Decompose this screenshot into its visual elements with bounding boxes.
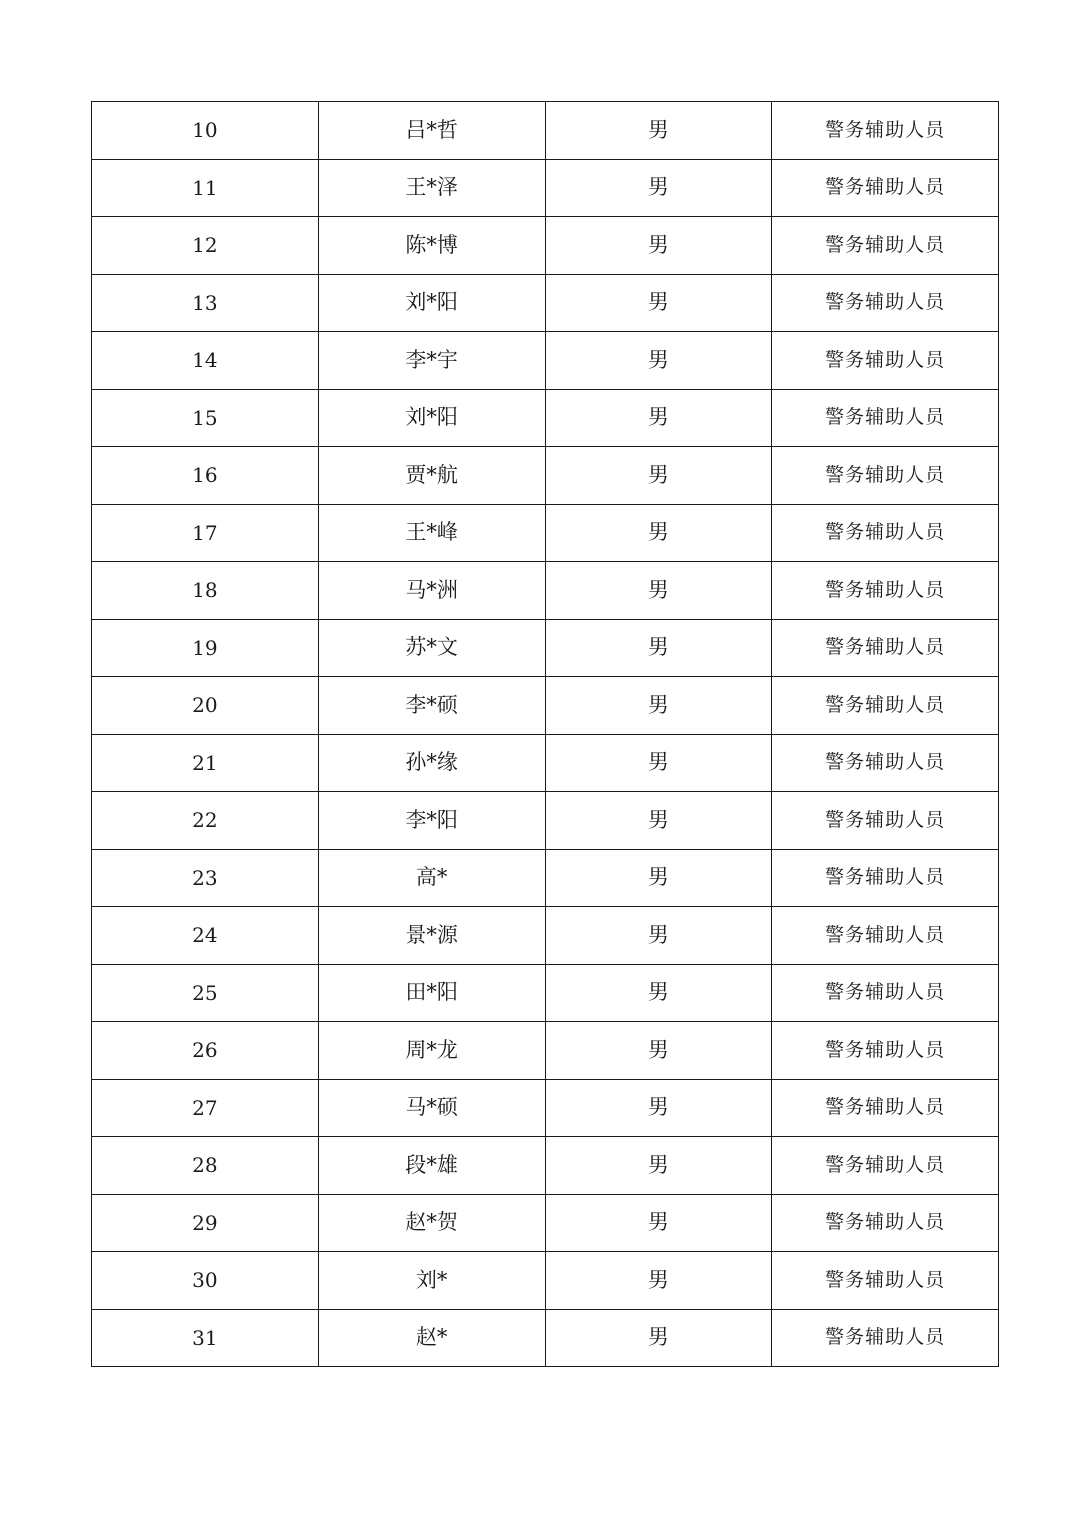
person-name-cell: 马*硕 xyxy=(318,1079,545,1137)
person-name-cell: 吕*哲 xyxy=(318,102,545,160)
person-name-cell: 赵*贺 xyxy=(318,1194,545,1252)
table-row xyxy=(92,504,999,562)
gender-cell: 男 xyxy=(545,907,772,965)
person-name-cell: 刘*阳 xyxy=(318,389,545,447)
row-number-cell: 11 xyxy=(92,159,319,217)
table-row xyxy=(92,677,999,735)
table-row xyxy=(92,849,999,907)
role-cell: 警务辅助人员 xyxy=(772,734,999,792)
roster-table-body xyxy=(92,102,999,1367)
row-number-cell: 25 xyxy=(92,964,319,1022)
gender-cell: 男 xyxy=(545,504,772,562)
row-number-cell: 15 xyxy=(92,389,319,447)
role-cell: 警务辅助人员 xyxy=(772,619,999,677)
gender-cell: 男 xyxy=(545,332,772,390)
row-number-cell: 16 xyxy=(92,447,319,505)
table-row xyxy=(92,792,999,850)
table-row xyxy=(92,1137,999,1195)
person-name-cell: 陈*博 xyxy=(318,217,545,275)
table-row xyxy=(92,159,999,217)
role-cell: 警务辅助人员 xyxy=(772,562,999,620)
person-name-cell: 孙*缘 xyxy=(318,734,545,792)
row-number-cell: 18 xyxy=(92,562,319,620)
role-cell: 警务辅助人员 xyxy=(772,1194,999,1252)
table-row xyxy=(92,1309,999,1367)
row-number-cell: 23 xyxy=(92,849,319,907)
person-name-cell: 贾*航 xyxy=(318,447,545,505)
row-number-cell: 14 xyxy=(92,332,319,390)
gender-cell: 男 xyxy=(545,1252,772,1310)
role-cell: 警务辅助人员 xyxy=(772,677,999,735)
row-number-cell: 24 xyxy=(92,907,319,965)
row-number-cell: 21 xyxy=(92,734,319,792)
person-name-cell: 李*宇 xyxy=(318,332,545,390)
row-number-cell: 29 xyxy=(92,1194,319,1252)
role-cell: 警务辅助人员 xyxy=(772,1309,999,1367)
row-number-cell: 19 xyxy=(92,619,319,677)
person-name-cell: 王*泽 xyxy=(318,159,545,217)
person-name-cell: 王*峰 xyxy=(318,504,545,562)
role-cell: 警务辅助人员 xyxy=(772,1252,999,1310)
table-row xyxy=(92,274,999,332)
row-number-cell: 17 xyxy=(92,504,319,562)
person-name-cell: 李*阳 xyxy=(318,792,545,850)
table-row xyxy=(92,562,999,620)
role-cell: 警务辅助人员 xyxy=(772,1137,999,1195)
role-cell: 警务辅助人员 xyxy=(772,332,999,390)
gender-cell: 男 xyxy=(545,677,772,735)
row-number-cell: 31 xyxy=(92,1309,319,1367)
person-name-cell: 李*硕 xyxy=(318,677,545,735)
table-row xyxy=(92,1194,999,1252)
role-cell: 警务辅助人员 xyxy=(772,849,999,907)
table-row xyxy=(92,1252,999,1310)
gender-cell: 男 xyxy=(545,1079,772,1137)
table-row xyxy=(92,332,999,390)
role-cell: 警务辅助人员 xyxy=(772,504,999,562)
role-cell: 警务辅助人员 xyxy=(772,389,999,447)
table-row xyxy=(92,389,999,447)
gender-cell: 男 xyxy=(545,447,772,505)
role-cell: 警务辅助人员 xyxy=(772,159,999,217)
role-cell: 警务辅助人员 xyxy=(772,102,999,160)
row-number-cell: 30 xyxy=(92,1252,319,1310)
role-cell: 警务辅助人员 xyxy=(772,1022,999,1080)
row-number-cell: 10 xyxy=(92,102,319,160)
table-row xyxy=(92,964,999,1022)
row-number-cell: 20 xyxy=(92,677,319,735)
gender-cell: 男 xyxy=(545,849,772,907)
gender-cell: 男 xyxy=(545,734,772,792)
role-cell: 警务辅助人员 xyxy=(772,792,999,850)
gender-cell: 男 xyxy=(545,159,772,217)
gender-cell: 男 xyxy=(545,102,772,160)
row-number-cell: 28 xyxy=(92,1137,319,1195)
table-row xyxy=(92,447,999,505)
roster-table xyxy=(91,101,999,1367)
person-name-cell: 苏*文 xyxy=(318,619,545,677)
table-row xyxy=(92,1079,999,1137)
role-cell: 警务辅助人员 xyxy=(772,274,999,332)
person-name-cell: 高* xyxy=(318,849,545,907)
person-name-cell: 田*阳 xyxy=(318,964,545,1022)
person-name-cell: 赵* xyxy=(318,1309,545,1367)
gender-cell: 男 xyxy=(545,964,772,1022)
role-cell: 警务辅助人员 xyxy=(772,447,999,505)
gender-cell: 男 xyxy=(545,217,772,275)
person-name-cell: 马*洲 xyxy=(318,562,545,620)
gender-cell: 男 xyxy=(545,274,772,332)
row-number-cell: 22 xyxy=(92,792,319,850)
person-name-cell: 景*源 xyxy=(318,907,545,965)
person-name-cell: 段*雄 xyxy=(318,1137,545,1195)
table-row xyxy=(92,619,999,677)
gender-cell: 男 xyxy=(545,1309,772,1367)
gender-cell: 男 xyxy=(545,619,772,677)
row-number-cell: 26 xyxy=(92,1022,319,1080)
role-cell: 警务辅助人员 xyxy=(772,217,999,275)
table-row xyxy=(92,907,999,965)
gender-cell: 男 xyxy=(545,1137,772,1195)
gender-cell: 男 xyxy=(545,1022,772,1080)
role-cell: 警务辅助人员 xyxy=(772,907,999,965)
gender-cell: 男 xyxy=(545,792,772,850)
person-name-cell: 刘* xyxy=(318,1252,545,1310)
role-cell: 警务辅助人员 xyxy=(772,1079,999,1137)
table-row xyxy=(92,734,999,792)
gender-cell: 男 xyxy=(545,562,772,620)
table-row xyxy=(92,217,999,275)
person-name-cell: 周*龙 xyxy=(318,1022,545,1080)
gender-cell: 男 xyxy=(545,1194,772,1252)
row-number-cell: 12 xyxy=(92,217,319,275)
person-name-cell: 刘*阳 xyxy=(318,274,545,332)
table-row xyxy=(92,1022,999,1080)
table-row xyxy=(92,102,999,160)
row-number-cell: 13 xyxy=(92,274,319,332)
role-cell: 警务辅助人员 xyxy=(772,964,999,1022)
row-number-cell: 27 xyxy=(92,1079,319,1137)
gender-cell: 男 xyxy=(545,389,772,447)
